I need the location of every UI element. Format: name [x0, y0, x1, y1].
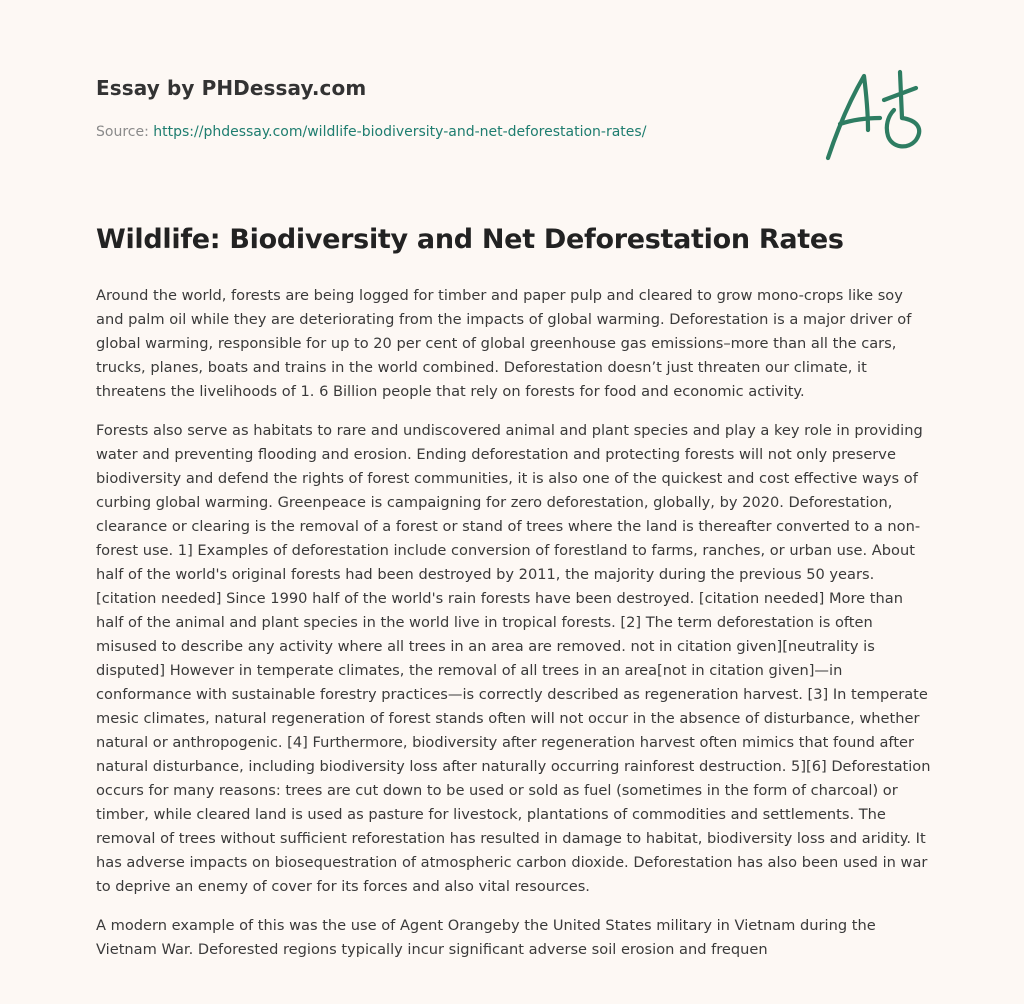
a-plus-logo-svg — [818, 66, 930, 166]
source-label: Source: — [96, 124, 154, 140]
source-line — [96, 124, 796, 140]
paragraph: Forests also serve as habitats to rare and undiscovered animal and plant species and play a key role in providing water and preventing flooding and erosion. Ending deforestation and protecting forests will not only preserve biodiversity and defend the rights of forest communities, it is also one of the quickest and cost effective ways of curbing global warming. Greenpeace is campaigning for zero deforestation, globally, by 2020. Deforestation, clearance or clearing is the removal of a forest or stand of trees where the land is thereafter converted to a non-forest use. 1] Examples of deforestation include conversion of forestland to farms, ranches, or urban use. About half of the world's original forests had been destroyed by 2011, the majority during the previous 50 years. [citation needed] Since 1990 half of the world's rain forests have been destroyed. [citation needed] More than half of the animal and plant species in the world live in tropical forests. [2] The term deforestation is often misused to describe any activity where all trees in an area are removed. not in citation given][neutrality is disputed] However in temperate climates, the removal of all trees in an area[not in citation given]—in conformance with sustainable forestry practices—is correctly described as regeneration harvest. [3] In temperate mesic climates, natural regeneration of forest stands often will not occur in the absence of disturbance, whether natural or anthropogenic. [4] Furthermore, biodiversity after regeneration harvest often mimics that found after natural disturbance, including biodiversity loss after naturally occurring rainforest destruction. 5][6] Deforestation occurs for many reasons: trees are cut down to be used or sold as fuel (sometimes in the form of charcoal) or timber, while cleared land is used as pasture for livestock, plantations of commodities and settlements. The removal of trees without sufficient reforestation has resulted in damage to habitat, biodiversity loss and aridity. It has adverse impacts on biosequestration of atmospheric carbon dioxide. Deforestation has also been used in war to deprive an enemy of cover for its forces and also vital resources. — [96, 422, 931, 895]
essay-title: Wildlife: Biodiversity and Net Deforestation Rates — [96, 224, 844, 255]
source-link[interactable]: https://phdessay.com/wildlife-biodiversity-and-net-deforestation-rates/ — [153, 124, 647, 140]
essay-body — [96, 284, 932, 977]
paragraph: Around the world, forests are being logged for timber and paper pulp and cleared to grow mono-crops like soy and palm oil while they are deteriorating from the impacts of global warming. Deforestation is a major driver of global warming, responsible for up to 20 per cent of global greenhouse gas emissions–more than all the cars, trucks, planes, boats and trains in the world combined. Deforestation doesn’t just threaten our climate, it threatens the livelihoods of 1. 6 Billion people that rely on forests for food and economic activity. — [96, 287, 912, 400]
a-plus-logo-icon — [818, 66, 930, 166]
paragraph: A modern example of this was the use of Agent Orangeby the United States military in Vietnam during the Vietnam War. Deforested regions typically incur significant adverse soil erosion and frequen — [96, 917, 876, 958]
site-brand: Essay by PHDessay.com — [96, 76, 367, 100]
essay-header — [96, 72, 796, 140]
